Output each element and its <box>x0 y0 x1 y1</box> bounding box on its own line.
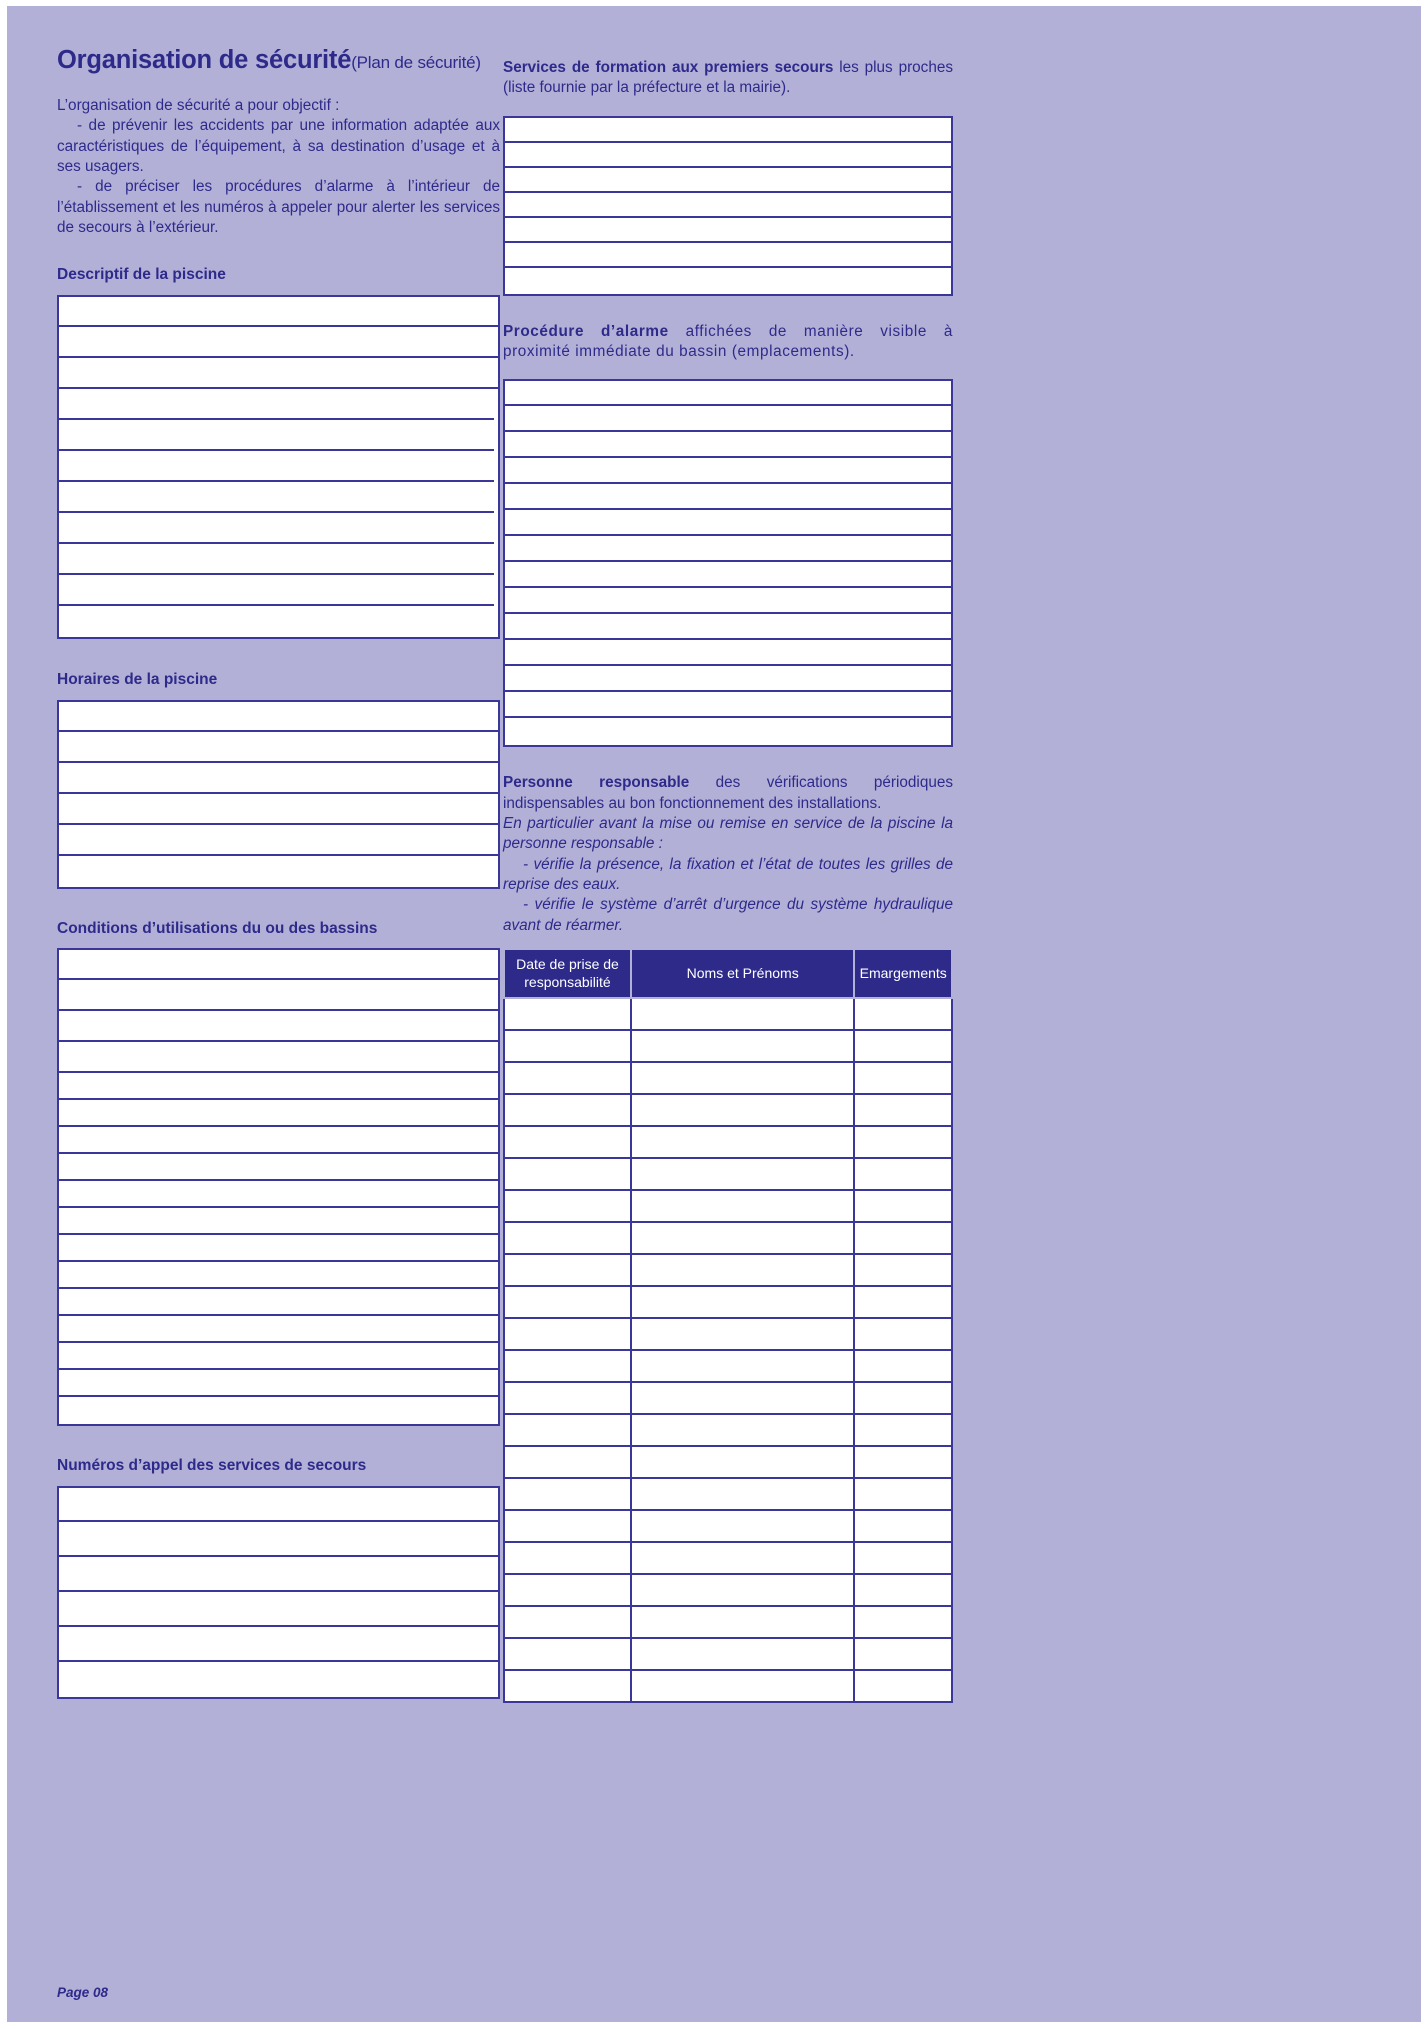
list-item[interactable] <box>59 482 494 513</box>
section-heading-descriptif: Descriptif de la piscine <box>57 266 226 284</box>
list-item[interactable] <box>59 1011 498 1042</box>
table-row[interactable] <box>504 1190 952 1222</box>
list-item[interactable] <box>59 1557 498 1592</box>
list-item[interactable] <box>59 1316 498 1343</box>
intro-bullet-2: - de préciser les procédures d’alarme à l’intérieur de l’établissement et les numéros à appeler pour alerter les services de secours à l’extérieur. <box>57 178 500 237</box>
list-item[interactable] <box>59 1488 498 1522</box>
cell-names[interactable] <box>631 1414 855 1446</box>
cell-names[interactable] <box>631 1606 855 1638</box>
list-item[interactable] <box>59 1208 498 1235</box>
cell-date[interactable] <box>504 1606 631 1638</box>
list-item[interactable] <box>505 614 951 640</box>
cell-emargement[interactable] <box>854 1670 952 1702</box>
responsible-person-lead-bold: Personne responsable <box>503 774 690 792</box>
list-item[interactable] <box>59 1127 498 1154</box>
responsible-person-italic-bullet-1: - vérifie la présence, la fixation et l’état de toutes les grilles de reprise des eaux. <box>503 855 953 894</box>
list-item[interactable] <box>59 1289 498 1316</box>
list-item[interactable] <box>59 451 494 482</box>
list-item[interactable] <box>505 536 951 562</box>
page-content <box>7 6 1421 2022</box>
cell-names[interactable] <box>631 1286 855 1318</box>
table-row[interactable] <box>504 1638 952 1670</box>
section-heading-horaires: Horaires de la piscine <box>57 671 218 689</box>
cell-emargement[interactable] <box>854 1510 952 1542</box>
right-column <box>503 46 953 1703</box>
cell-names[interactable] <box>631 1222 855 1254</box>
cell-emargement[interactable] <box>854 1606 952 1638</box>
list-item[interactable] <box>59 420 494 451</box>
table-row[interactable] <box>504 1670 952 1702</box>
cell-emargement[interactable] <box>854 1222 952 1254</box>
cell-date[interactable] <box>504 1094 631 1126</box>
page-edge-right <box>1421 0 1428 2028</box>
table-row[interactable] <box>504 1062 952 1094</box>
descriptif-piscine-box[interactable] <box>57 295 500 639</box>
cell-emargement[interactable] <box>854 1318 952 1350</box>
cell-date[interactable] <box>504 1318 631 1350</box>
list-item[interactable] <box>59 825 498 856</box>
cell-names[interactable] <box>631 1542 855 1574</box>
cell-emargement[interactable] <box>854 1030 952 1062</box>
cell-date[interactable] <box>504 1478 631 1510</box>
table-row[interactable] <box>504 1286 952 1318</box>
cell-date[interactable] <box>504 1382 631 1414</box>
list-item[interactable] <box>59 1100 498 1127</box>
first-aid-lead <box>503 58 953 99</box>
page-edge-left <box>0 0 7 2028</box>
cell-date[interactable] <box>504 1190 631 1222</box>
cell-names[interactable] <box>631 1446 855 1478</box>
cell-names[interactable] <box>631 1062 855 1094</box>
cell-emargement[interactable] <box>854 1350 952 1382</box>
section-heading-numeros: Numéros d’appel des services de secours <box>57 1457 367 1475</box>
list-item[interactable] <box>59 606 494 637</box>
cell-emargement[interactable] <box>854 1158 952 1190</box>
cell-emargement[interactable] <box>854 1414 952 1446</box>
alarm-procedure-lead-bold: Procédure d’alarme <box>503 322 669 340</box>
list-item[interactable] <box>505 406 951 432</box>
list-item[interactable] <box>59 327 498 358</box>
list-item[interactable] <box>505 218 951 243</box>
list-item[interactable] <box>505 168 951 193</box>
table-row[interactable] <box>504 1254 952 1286</box>
cell-names[interactable] <box>631 1670 855 1702</box>
left-column <box>57 46 500 1699</box>
intro-line-1: L’organisation de sécurité a pour objectif : <box>57 97 340 115</box>
list-item[interactable] <box>59 513 494 544</box>
responsible-person-italic-intro: En particulier avant la mise ou remise en service de la piscine la personne responsable : <box>503 815 953 853</box>
cell-emargement[interactable] <box>854 1062 952 1094</box>
cell-date[interactable] <box>504 1542 631 1574</box>
cell-date[interactable] <box>504 1062 631 1094</box>
list-item[interactable] <box>59 1042 498 1073</box>
cell-date[interactable] <box>504 1510 631 1542</box>
cell-emargement[interactable] <box>854 1190 952 1222</box>
table-row[interactable] <box>504 1414 952 1446</box>
table-row[interactable] <box>504 1126 952 1158</box>
cell-names[interactable] <box>631 1030 855 1062</box>
list-item[interactable] <box>505 562 951 588</box>
list-item[interactable] <box>505 243 951 268</box>
cell-names[interactable] <box>631 1638 855 1670</box>
list-item[interactable] <box>505 666 951 692</box>
responsible-person-lead-rest: des vérifications périodiques indispensables au bon fonctionnement des installations. <box>503 774 953 812</box>
table-row[interactable] <box>504 1382 952 1414</box>
cell-date[interactable] <box>504 1670 631 1702</box>
responsibility-table[interactable] <box>503 948 953 1703</box>
list-item[interactable] <box>505 718 951 745</box>
list-item[interactable] <box>505 510 951 536</box>
column-header-names: Noms et Prénoms <box>631 949 855 998</box>
cell-emargement[interactable] <box>854 1574 952 1606</box>
cell-emargement[interactable] <box>854 1254 952 1286</box>
intro-bullet-1: - de prévenir les accidents par une information adaptée aux caractéristiques de l’équipement, à sa destination d’usage et à ses usagers. <box>57 117 500 176</box>
responsible-person-lead <box>503 773 953 814</box>
page-edge-bottom <box>0 2022 1428 2028</box>
cell-names[interactable] <box>631 1094 855 1126</box>
responsible-person-italic-bullet-2: - vérifie le système d’arrêt d’urgence du système hydraulique avant de réarmer. <box>503 896 953 934</box>
list-item[interactable] <box>59 1181 498 1208</box>
list-item[interactable] <box>59 1154 498 1181</box>
section-heading-conditions: Conditions d’utilisations du ou des bassins <box>57 919 378 937</box>
cell-names[interactable] <box>631 1190 855 1222</box>
page-title <box>57 46 500 74</box>
list-item[interactable] <box>59 1370 498 1397</box>
column-header-date: Date de prise de responsabilité <box>504 949 631 998</box>
cell-date[interactable] <box>504 1414 631 1446</box>
list-item[interactable] <box>505 640 951 666</box>
table-row[interactable] <box>504 1030 952 1062</box>
list-item[interactable] <box>59 1522 498 1557</box>
cell-names[interactable] <box>631 1510 855 1542</box>
list-item[interactable] <box>59 732 498 763</box>
list-item[interactable] <box>505 381 951 406</box>
list-item[interactable] <box>505 458 951 484</box>
table-row[interactable] <box>504 1574 952 1606</box>
table-row[interactable] <box>504 1158 952 1190</box>
first-aid-lead-bold: Services de formation aux premiers secours <box>503 59 834 76</box>
cell-names[interactable] <box>631 998 855 1030</box>
cell-date[interactable] <box>504 998 631 1030</box>
list-item[interactable] <box>59 1262 498 1289</box>
cell-date[interactable] <box>504 1126 631 1158</box>
cell-names[interactable] <box>631 1574 855 1606</box>
table-row[interactable] <box>504 1478 952 1510</box>
list-item[interactable] <box>505 193 951 218</box>
cell-date[interactable] <box>504 1350 631 1382</box>
alarm-procedure-lead <box>503 322 953 363</box>
page-title-main: Organisation de sécurité <box>57 46 352 74</box>
column-header-emargements: Emargements <box>854 949 952 998</box>
list-item[interactable] <box>59 702 498 732</box>
list-item[interactable] <box>59 1662 498 1697</box>
cell-names[interactable] <box>631 1126 855 1158</box>
list-item[interactable] <box>59 763 498 794</box>
list-item[interactable] <box>59 1592 498 1627</box>
list-item[interactable] <box>505 692 951 718</box>
list-item[interactable] <box>59 1073 498 1100</box>
cell-names[interactable] <box>631 1382 855 1414</box>
list-item[interactable] <box>59 389 494 420</box>
cell-date[interactable] <box>504 1446 631 1478</box>
responsibility-table-body <box>504 998 952 1702</box>
cell-emargement[interactable] <box>854 1094 952 1126</box>
table-row[interactable] <box>504 1446 952 1478</box>
list-item[interactable] <box>59 1235 498 1262</box>
cell-emargement[interactable] <box>854 1638 952 1670</box>
cell-date[interactable] <box>504 1030 631 1062</box>
cell-names[interactable] <box>631 1478 855 1510</box>
alarm-procedure-box[interactable] <box>503 379 953 747</box>
cell-date[interactable] <box>504 1574 631 1606</box>
page-title-sub: (Plan de sécurité) <box>351 53 481 72</box>
list-item[interactable] <box>59 1397 498 1424</box>
list-item[interactable] <box>59 544 494 575</box>
list-item[interactable] <box>59 575 494 606</box>
list-item[interactable] <box>505 118 951 143</box>
first-aid-lead-rest: les plus proches (liste fournie par la préfecture et la mairie). <box>503 59 953 97</box>
table-row[interactable] <box>504 1222 952 1254</box>
cell-date[interactable] <box>504 1638 631 1670</box>
list-item[interactable] <box>59 358 498 389</box>
list-item[interactable] <box>59 950 498 980</box>
list-item[interactable] <box>505 143 951 168</box>
table-header-row <box>504 949 952 998</box>
horaires-piscine-box[interactable] <box>57 700 500 889</box>
cell-names[interactable] <box>631 1254 855 1286</box>
table-row[interactable] <box>504 1510 952 1542</box>
list-item[interactable] <box>505 268 951 294</box>
table-row[interactable] <box>504 1094 952 1126</box>
alarm-procedure-lead-rest: affichées de manière visible à proximité immédiate du bassin (emplacements). <box>503 322 954 361</box>
list-item[interactable] <box>505 588 951 614</box>
list-item[interactable] <box>59 297 498 327</box>
list-item[interactable] <box>59 1627 498 1662</box>
responsibility-table-head <box>504 949 952 998</box>
cell-emargement[interactable] <box>854 1542 952 1574</box>
table-row[interactable] <box>504 1318 952 1350</box>
list-item[interactable] <box>59 794 498 825</box>
conditions-utilisation-box[interactable] <box>57 948 500 1426</box>
cell-emargement[interactable] <box>854 1126 952 1158</box>
cell-emargement[interactable] <box>854 1478 952 1510</box>
cell-names[interactable] <box>631 1350 855 1382</box>
table-row[interactable] <box>504 1542 952 1574</box>
cell-emargement[interactable] <box>854 1286 952 1318</box>
first-aid-services-box[interactable] <box>503 116 953 296</box>
list-item[interactable] <box>59 856 498 887</box>
cell-emargement[interactable] <box>854 998 952 1030</box>
cell-date[interactable] <box>504 1286 631 1318</box>
list-item[interactable] <box>505 432 951 458</box>
table-row[interactable] <box>504 1350 952 1382</box>
table-row[interactable] <box>504 1606 952 1638</box>
list-item[interactable] <box>505 484 951 510</box>
cell-date[interactable] <box>504 1222 631 1254</box>
numeros-appel-box[interactable] <box>57 1486 500 1699</box>
table-row[interactable] <box>504 998 952 1030</box>
cell-names[interactable] <box>631 1158 855 1190</box>
cell-date[interactable] <box>504 1158 631 1190</box>
cell-names[interactable] <box>631 1318 855 1350</box>
page-footer: Page 08 <box>57 1985 109 2000</box>
cell-date[interactable] <box>504 1254 631 1286</box>
list-item[interactable] <box>59 980 498 1011</box>
cell-emargement[interactable] <box>854 1446 952 1478</box>
list-item[interactable] <box>59 1343 498 1370</box>
cell-emargement[interactable] <box>854 1382 952 1414</box>
